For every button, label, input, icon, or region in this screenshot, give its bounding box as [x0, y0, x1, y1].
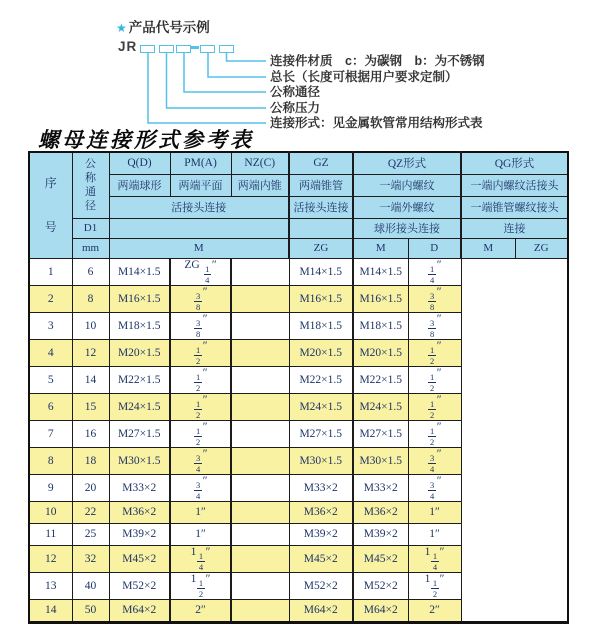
header-blank-gz: [289, 218, 353, 238]
cell-dn: 8: [72, 285, 109, 312]
diagram-title: [116, 16, 210, 36]
cell-m: M16×1.5: [109, 285, 170, 312]
cell-qz-m: [231, 420, 289, 447]
header-type-qd: 两端球形: [109, 174, 170, 196]
cell-gz: $\frac{3}{8}$ ″: [170, 285, 231, 312]
cell-qz-d: M24×1.5: [289, 393, 353, 420]
diagram-title-text: 产品代号示例: [128, 20, 210, 35]
cell-qz-d: M64×2: [289, 599, 353, 622]
cell-gz: 2″: [170, 599, 231, 622]
header-serial: 序号: [29, 152, 72, 258]
table-row: [29, 339, 568, 366]
table-row: [29, 420, 568, 447]
cell-qz-d: M18×1.5: [289, 312, 353, 339]
cell-serial: 1: [29, 258, 72, 285]
header-blank: [109, 218, 289, 238]
header-group-qd: Q(D): [109, 152, 170, 174]
header-group-nzc: NZ(C): [231, 152, 289, 174]
cell-qg-zg: $\frac{3}{8}$ ″: [408, 312, 461, 339]
cell-gz: $\frac{1}{2}$ ″: [170, 420, 231, 447]
cell-m: M18×1.5: [109, 312, 170, 339]
cell-qg-m: M16×1.5: [353, 285, 408, 312]
header-type-qz: 一端内螺纹: [353, 174, 461, 196]
cell-qz-m: [231, 523, 289, 545]
cell-dn: 6: [72, 258, 109, 285]
cell-dn: 50: [72, 599, 109, 622]
header-d1: D1: [72, 218, 109, 238]
cell-qz-d: M22×1.5: [289, 366, 353, 393]
table-row: [29, 599, 568, 622]
header-group-pma: PM(A): [170, 152, 231, 174]
cell-m: M33×2: [109, 474, 170, 501]
table-row: [29, 545, 568, 572]
cell-m: M24×1.5: [109, 393, 170, 420]
cell-qz-d: M14×1.5: [289, 258, 353, 285]
cell-qz-d: M20×1.5: [289, 339, 353, 366]
cell-qg-m: M27×1.5: [353, 420, 408, 447]
cell-qz-d: M33×2: [289, 474, 353, 501]
cell-qg-zg: $\frac{1}{2}$ ″: [408, 393, 461, 420]
cell-qg-zg: 1 $\frac{1}{2}$ ″: [408, 572, 461, 599]
header-type-gz: 两端锥管: [289, 174, 353, 196]
table-row: [29, 447, 568, 474]
cell-dn: 10: [72, 312, 109, 339]
cell-dn: 40: [72, 572, 109, 599]
cell-m: M52×2: [109, 572, 170, 599]
cell-qg-zg: 1″: [408, 501, 461, 523]
cell-serial: 2: [29, 285, 72, 312]
code-box: [200, 45, 215, 53]
cell-gz: 1 $\frac{1}{2}$ ″: [170, 572, 231, 599]
header-qz-outer-thread: 一端外螺纹: [353, 196, 461, 218]
header-sub-qg-zg: ZG: [515, 238, 568, 258]
cell-qz-m: [231, 599, 289, 622]
cell-serial: 5: [29, 366, 72, 393]
header-dn: 公称通径: [72, 152, 109, 218]
cell-gz: 1″: [170, 501, 231, 523]
cell-qz-m: [231, 312, 289, 339]
cell-qz-d: M27×1.5: [289, 420, 353, 447]
cell-m: M30×1.5: [109, 447, 170, 474]
header-type-pma: 两端平面: [170, 174, 231, 196]
cell-qz-m: [231, 258, 289, 285]
cell-dn: 15: [72, 393, 109, 420]
cell-dn: 18: [72, 447, 109, 474]
table-row: [29, 393, 568, 420]
cell-qz-m: [231, 447, 289, 474]
cell-qg-m: M33×2: [353, 474, 408, 501]
cell-dn: 12: [72, 339, 109, 366]
header-sub-zg: ZG: [289, 238, 353, 258]
header-type-qg: 一端内螺纹活接头: [461, 174, 568, 196]
diagram-label-pressure: 公称压力: [270, 101, 321, 115]
cell-qg-zg: 1 $\frac{1}{4}$ ″: [408, 545, 461, 572]
cell-qg-m: M20×1.5: [353, 339, 408, 366]
cell-qg-zg: $\frac{3}{8}$ ″: [408, 285, 461, 312]
cell-qg-m: M14×1.5: [353, 258, 408, 285]
cell-serial: 10: [29, 501, 72, 523]
code-box: [219, 45, 234, 53]
cell-serial: 12: [29, 545, 72, 572]
cell-serial: 6: [29, 393, 72, 420]
header-unit-mm: mm: [72, 238, 109, 258]
cell-qz-m: [231, 393, 289, 420]
cell-serial: 7: [29, 420, 72, 447]
cell-gz: ZG $\frac{1}{4}$ ″: [170, 258, 231, 285]
cell-m: M45×2: [109, 545, 170, 572]
cell-qg-m: M39×2: [353, 523, 408, 545]
table-title: 螺母连接形式参考表: [38, 128, 254, 152]
diagram-label-length: 总长（长度可根据用户要求定制）: [270, 70, 458, 84]
cell-serial: 8: [29, 447, 72, 474]
table-row: [29, 572, 568, 599]
cell-qg-m: M52×2: [353, 572, 408, 599]
header-sub-m: M: [109, 238, 289, 258]
cell-serial: 14: [29, 599, 72, 622]
header-union-connection: 活接头连接: [109, 196, 289, 218]
diagram-label-connection: 连接形式：见金属软管常用结构形式表: [270, 116, 483, 130]
cell-qg-zg: 2″: [408, 599, 461, 622]
cell-gz: $\frac{1}{2}$ ″: [170, 393, 231, 420]
table-row: [29, 285, 568, 312]
cell-qg-zg: $\frac{1}{2}$ ″: [408, 339, 461, 366]
table-row: [29, 258, 568, 285]
header-union-connection-gz: 活接头连接: [289, 196, 353, 218]
cell-qz-m: [231, 501, 289, 523]
cell-qz-m: [231, 474, 289, 501]
cell-qg-m: M30×1.5: [353, 447, 408, 474]
cell-qz-m: [231, 545, 289, 572]
cell-qz-d: M30×1.5: [289, 447, 353, 474]
cell-gz: 1″: [170, 523, 231, 545]
cell-m: M20×1.5: [109, 339, 170, 366]
cell-gz: $\frac{1}{2}$ ″: [170, 339, 231, 366]
cell-qg-m: M45×2: [353, 545, 408, 572]
cell-qg-zg: 1″: [408, 523, 461, 545]
header-type-nzc: 两端内锥: [231, 174, 289, 196]
cell-qg-zg: $\frac{3}{4}$ ″: [408, 474, 461, 501]
cell-dn: 20: [72, 474, 109, 501]
header-group-qz: QZ形式: [353, 152, 461, 174]
cell-gz: 1 $\frac{1}{4}$ ″: [170, 545, 231, 572]
table-row: [29, 523, 568, 545]
header-group-qg: QG形式: [461, 152, 568, 174]
cell-qg-zg: $\frac{1}{2}$ ″: [408, 366, 461, 393]
cell-qg-m: M18×1.5: [353, 312, 408, 339]
cell-gz: $\frac{3}{8}$ ″: [170, 312, 231, 339]
cell-qz-d: M52×2: [289, 572, 353, 599]
table-row: [29, 474, 568, 501]
table-row: [29, 501, 568, 523]
cell-dn: 25: [72, 523, 109, 545]
cell-qz-m: [231, 339, 289, 366]
cell-gz: $\frac{3}{4}$ ″: [170, 474, 231, 501]
cell-dn: 14: [72, 366, 109, 393]
cell-qz-d: M39×2: [289, 523, 353, 545]
diagram-label-material: 连接件材质 c：为碳钢 b：为不锈钢: [270, 54, 485, 68]
cell-serial: 3: [29, 312, 72, 339]
table-body: [29, 258, 568, 622]
code-box: [140, 45, 155, 53]
cell-dn: 16: [72, 420, 109, 447]
cell-qg-zg: $\frac{1}{4}$ ″: [408, 258, 461, 285]
header-sub-qz-d: D: [408, 238, 461, 258]
cell-qg-m: M64×2: [353, 599, 408, 622]
table-row: [29, 312, 568, 339]
header-qz-ball-connection: 球形接头连接: [353, 218, 461, 238]
cell-serial: 4: [29, 339, 72, 366]
header-qg-taper-thread: 一端锥管螺纹接头: [461, 196, 568, 218]
header-qg-connection: 连接: [461, 218, 568, 238]
table-row: [29, 366, 568, 393]
cell-qz-m: [231, 366, 289, 393]
cell-gz: $\frac{3}{4}$ ″: [170, 447, 231, 474]
code-dash: [191, 46, 199, 49]
cell-qg-m: M24×1.5: [353, 393, 408, 420]
cell-qz-d: M16×1.5: [289, 285, 353, 312]
reference-table: [28, 151, 569, 624]
cell-qg-m: M36×2: [353, 501, 408, 523]
cell-gz: $\frac{1}{2}$ ″: [170, 366, 231, 393]
cell-dn: 32: [72, 545, 109, 572]
cell-m: M14×1.5: [109, 258, 170, 285]
cell-qz-d: M45×2: [289, 545, 353, 572]
cell-m: M27×1.5: [109, 420, 170, 447]
cell-qz-m: [231, 572, 289, 599]
header-sub-qz-m: M: [353, 238, 408, 258]
cell-m: M39×2: [109, 523, 170, 545]
header-sub-qg-m: M: [461, 238, 515, 258]
cell-qg-m: M22×1.5: [353, 366, 408, 393]
cell-dn: 22: [72, 501, 109, 523]
cell-qg-zg: $\frac{1}{2}$ ″: [408, 420, 461, 447]
cell-m: M36×2: [109, 501, 170, 523]
cell-qz-m: [231, 285, 289, 312]
cell-serial: 11: [29, 523, 72, 545]
cell-serial: 13: [29, 572, 72, 599]
code-box: [159, 45, 174, 53]
cell-m: M64×2: [109, 599, 170, 622]
diagram-label-diameter: 公称通径: [270, 85, 321, 99]
header-group-gz: GZ: [289, 152, 353, 174]
cell-qz-d: M36×2: [289, 501, 353, 523]
code-prefix: JR: [118, 39, 138, 54]
cell-m: M22×1.5: [109, 366, 170, 393]
code-box: [176, 45, 191, 53]
cell-qg-zg: $\frac{3}{4}$ ″: [408, 447, 461, 474]
cell-serial: 9: [29, 474, 72, 501]
star-icon: ★: [116, 21, 127, 35]
